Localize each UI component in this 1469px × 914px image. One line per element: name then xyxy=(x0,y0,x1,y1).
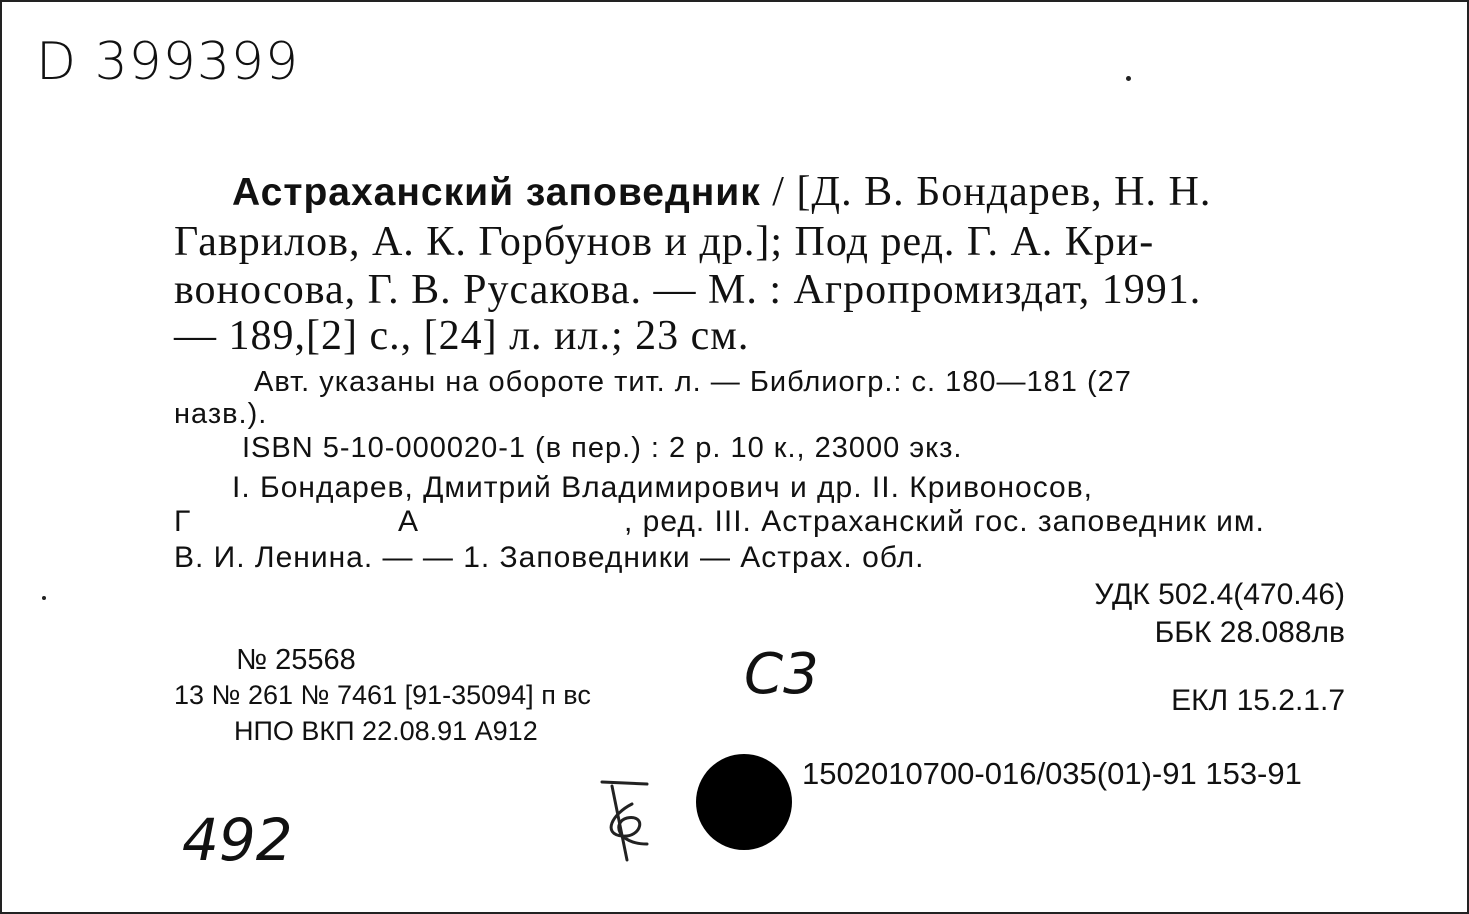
tracing-line-3: В. И. Ленина. — — 1. Заповедники — Астрах. обл. xyxy=(174,541,925,574)
entry-line-4: — 189,[2] с., [24] л. ил.; 23 см. xyxy=(174,313,750,359)
tracing-line-2-rest: , ред. III. Астраханский гос. заповедник им. xyxy=(624,505,1265,538)
isbn-line: ISBN 5-10-000020-1 (в пер.) : 2 р. 10 к., 23000 экз. xyxy=(242,432,963,464)
tracing-line-1: I. Бондарев, Дмитрий Владимирович и др. II. Кривоносов, xyxy=(232,471,1094,504)
card-number: № 25568 xyxy=(236,644,356,676)
handwritten-c3: С3 xyxy=(744,642,819,707)
tracing-line-2-a: А xyxy=(398,505,420,538)
entry-authors: / [Д. В. Бондарев, Н. Н. xyxy=(772,169,1212,215)
speck-dot xyxy=(42,596,46,600)
handwritten-number: 492 xyxy=(182,806,293,874)
entry-line-2: Гаврилов, А. К. Горбунов и др.]; Под ред. Г. А. Кри- xyxy=(174,219,1155,265)
speck-dot xyxy=(1126,76,1131,81)
entry-line-3: воносова, Г. В. Русакова. — М. : Агропромиздат, 1991. xyxy=(174,267,1202,313)
imprint-line-2: 13 № 261 № 7461 [91-35094] п вс xyxy=(174,680,591,710)
handwritten-mark-icon xyxy=(592,774,662,864)
ekl-code: ЕКЛ 15.2.1.7 xyxy=(1171,684,1345,717)
note-bibliography-cont: назв.). xyxy=(174,398,268,430)
punch-hole xyxy=(696,754,792,850)
udk-code: УДК 502.4(470.46) xyxy=(1094,578,1345,611)
entry-line-1 xyxy=(232,168,1211,217)
publisher-code: 1502010700-016/035(01)-91 153-91 xyxy=(802,756,1302,791)
note-authors-bibliography: Авт. указаны на обороте тит. л. — Библиогр.: с. 180—181 (27 xyxy=(254,366,1132,398)
bbk-code: ББК 28.088лв xyxy=(1154,616,1345,649)
imprint-line-3: НПО ВКП 22.08.91 А912 xyxy=(234,716,538,746)
entry-title: Астраханский заповедник xyxy=(232,171,761,214)
call-number: D 399399 xyxy=(36,32,300,92)
tracing-line-2-g: Г xyxy=(174,505,192,538)
